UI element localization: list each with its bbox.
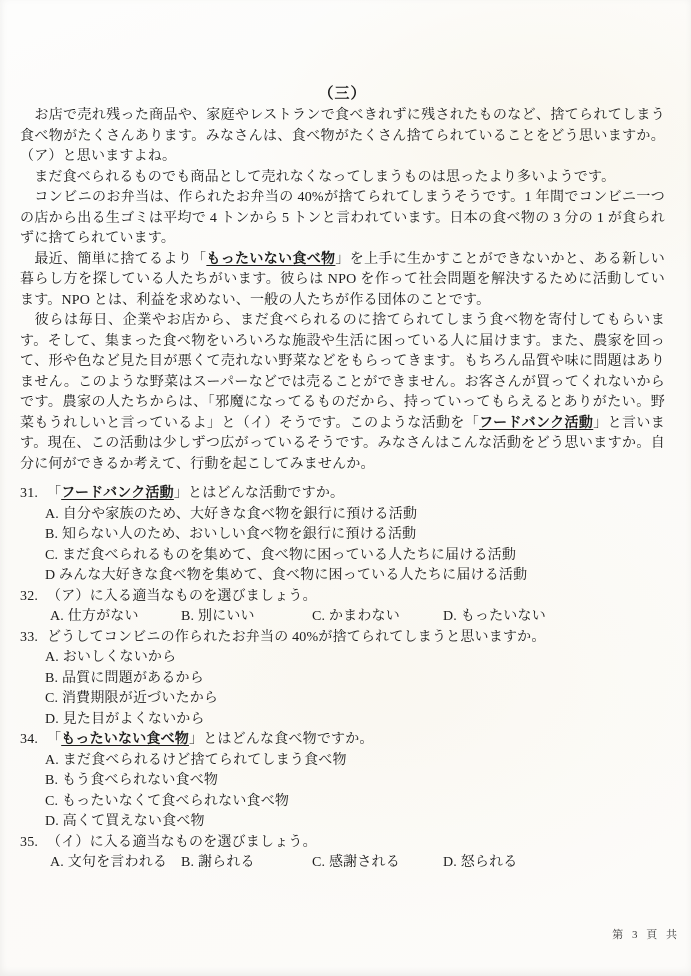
passage-paragraph-2 (20, 168, 665, 189)
question-number: 31. (20, 486, 39, 501)
question-35 (20, 833, 665, 874)
passage-paragraph-4 (20, 250, 665, 312)
question-35-prompt (20, 833, 665, 854)
option-d: D みんな大好きな食べ物を集めて、食べ物に困っている人たちに届ける活動 (45, 568, 528, 583)
question-34 (20, 730, 665, 833)
prompt-text: 」とはどんな食べ物ですか。 (189, 732, 374, 747)
option-c: C. かまわない (312, 609, 400, 624)
prompt-text: （イ）に入る適当なものを選びましょう。 (47, 834, 317, 850)
question-34-prompt (20, 730, 665, 751)
option-c: C. 消費期限が近づいたから (45, 691, 219, 706)
question-32 (20, 587, 665, 628)
option-d: D. 高くて買えない食べ物 (45, 814, 205, 829)
option-b: B. 品質に問題があるから (45, 670, 204, 686)
question-33-prompt (20, 628, 665, 649)
option-b: B. 謝られる (181, 855, 255, 870)
passage-paragraph-1 (20, 106, 665, 168)
page-number-footer: 第 3 頁 共 (612, 929, 680, 941)
question-number: 33. (20, 629, 39, 645)
paragraph-text: 彼らは毎日、企業やお店から、まだ食べられるのに捨てられてしまう食べ物を寄付してもらいます。そして、集まった食べ物をいろいろな施設や生活に困っている人に届けます。また、農家を回って、形や色など見た目が悪くて売れない野菜などをもらってきます。もちろん品質や味に問題はありません。このような野菜はスーパーなどでは売ることができません。お客さんが買ってくれないからです。農家の人たちからは、「邪魔になってるものだから、持っていってもらえるとありがたい。野菜もうれしいと言っているよ」と（イ）そうです。このような活動を「 (20, 313, 665, 431)
option-b: B. 別にいい (181, 609, 255, 624)
paragraph-text: 」と言います。現在、この活動は少しずつ広がっているそうです。みなさんはこんな活動をどう思いますか。自分に何ができるか考えて、行動を起こしてみませんか。 (20, 415, 666, 472)
option-a: A. おいしくないから (45, 650, 177, 665)
emphasized-term-foodbank: フードバンク活動 (61, 486, 174, 501)
option-a: A. 自分や家族のため、大好きな食べ物を銀行に預ける活動 (45, 506, 418, 522)
prompt-text: 「 (47, 486, 62, 501)
inline-options (50, 853, 665, 874)
paragraph-text: 最近、簡単に捨てるより「 (20, 251, 207, 267)
emphasized-term-foodbank: フードバンク活動 (479, 415, 594, 431)
prompt-text: 「 (47, 732, 62, 747)
question-33 (20, 628, 665, 731)
page-content (20, 84, 665, 874)
option-a: A. 文句を言われる (50, 855, 168, 870)
passage-paragraph-3 (20, 188, 665, 250)
paragraph-text: まだ食べられるものでも商品として売れなくなってしまうものは思ったより多いようです。 (20, 169, 616, 185)
option-c: C. まだ食べられるものを集めて、食べ物に困っている人たちに届ける活動 (45, 547, 517, 563)
question-number: 32. (20, 588, 39, 604)
passage-paragraph-5 (20, 311, 665, 475)
emphasized-term-mottainai: もったいない食べ物 (206, 251, 336, 267)
question-section (20, 484, 665, 874)
prompt-text: どうしてコンビニの作られたお弁当の 40%が捨てられてしまうと思いますか。 (47, 629, 546, 645)
option-d: D. 怒られる (443, 855, 518, 870)
option-c: C. 感謝される (312, 855, 400, 870)
option-c: C. もったいなくて食べられない食べ物 (45, 793, 290, 809)
prompt-text: （ア）に入る適当なものを選びましょう。 (47, 588, 317, 604)
question-31-prompt (20, 484, 665, 505)
option-d: D. もったいない (443, 609, 546, 624)
reading-passage (20, 106, 665, 475)
emphasized-term-mottainai: もったいない食べ物 (61, 732, 190, 747)
option-a: A. まだ食べられるけど捨てられてしまう食べ物 (45, 752, 347, 768)
prompt-text: 」とはどんな活動ですか。 (173, 486, 345, 501)
question-number: 35. (20, 834, 39, 850)
section-title: （三） (318, 86, 367, 102)
question-32-prompt (20, 587, 665, 608)
paragraph-text: お店で売れ残った商品や、家庭やレストランで食べきれずに残されたものなど、捨てられてしまう食べ物がたくさんあります。みなさんは、食べ物がたくさん捨てられていることをどう思いますか。（ア）と思いますよね。 (20, 108, 665, 164)
option-d: D. 見た目がよくないから (45, 711, 205, 727)
paragraph-text: コンビニのお弁当は、作られたお弁当の 40%が捨てられてしまうそうです。1 年間でコンビニ一つの店から出る生ゴミは平均で 4 トンから 5 トンと言われています。日本の食べ物の 3 分の 1 が食られずに捨てられています。 (20, 190, 665, 246)
option-a: A. 仕方がない (50, 609, 139, 624)
question-31 (20, 484, 665, 587)
option-b: B. もう食べられない食べ物 (45, 773, 219, 788)
inline-options (50, 607, 665, 628)
paragraph-text: 」を上手に生かすことができないかと、ある新しい暮らし方を探している人たちがいます。彼らは NPO を作って社会問題を解決するために活動しています。NPO とは、利益を求めない、一般の人たちが作る団体のことです。 (20, 251, 665, 308)
option-b: B. 知らない人のため、おいしい食べ物を銀行に預ける活動 (45, 527, 417, 542)
question-number: 34. (20, 732, 39, 747)
